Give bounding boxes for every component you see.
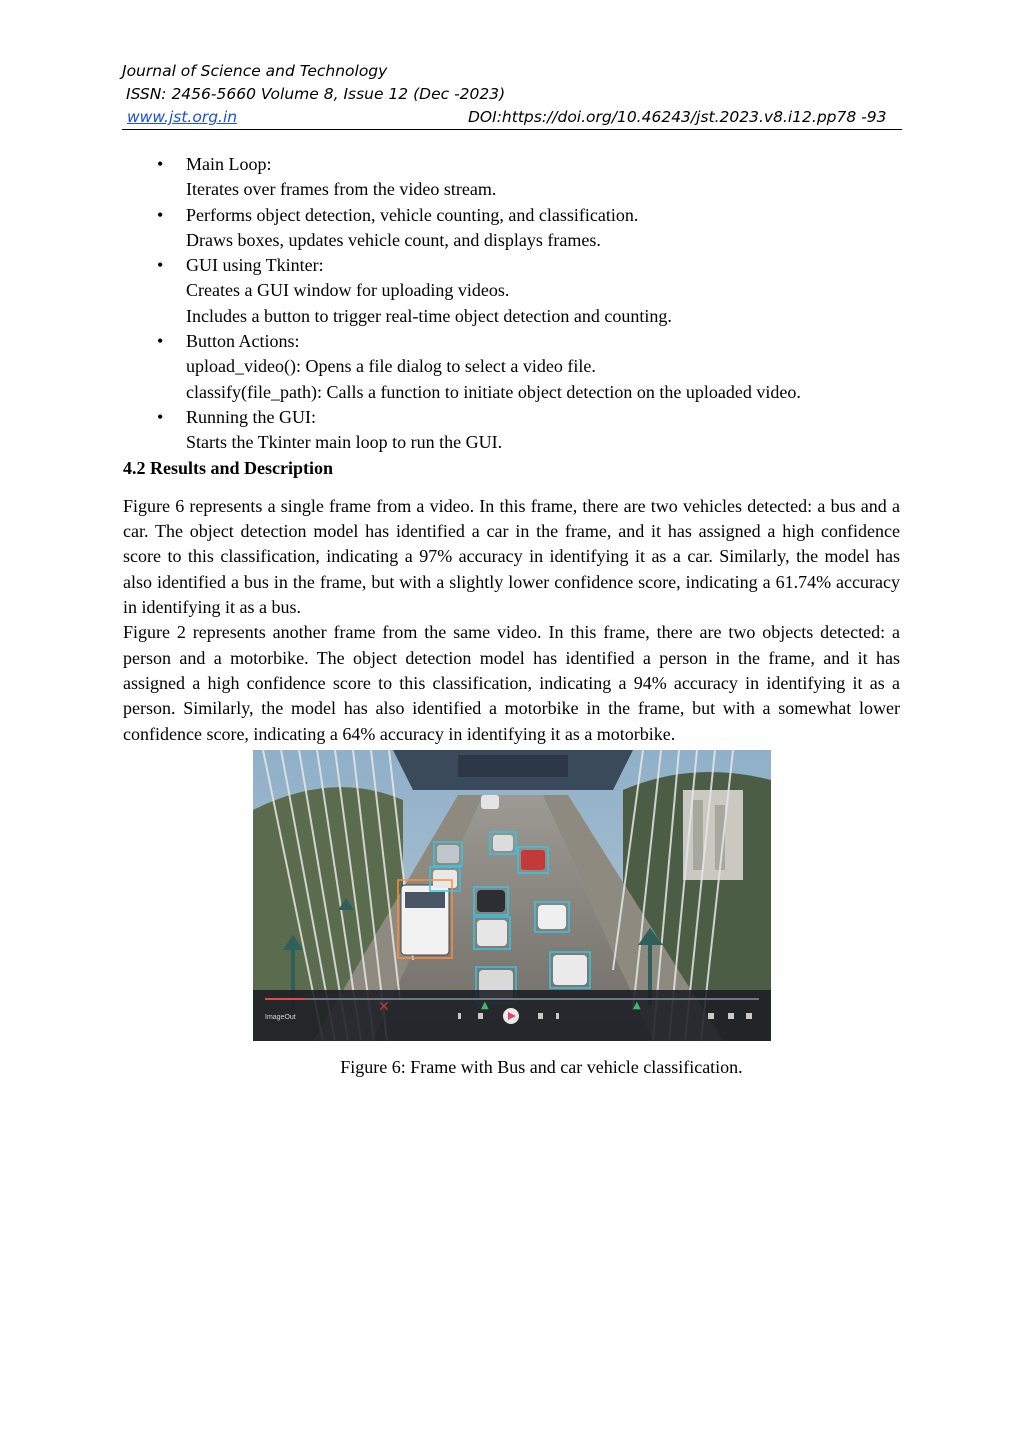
svg-text:▲: ▲: [481, 1000, 489, 1011]
bullet-title: Performs object detection, vehicle counting, and classification.: [186, 204, 639, 225]
bullet-title: Running the GUI:: [186, 406, 316, 427]
doi-text: DOI:https://doi.org/10.46243/jst.2023.v8.i12.pp78 -93: [468, 108, 887, 126]
bullet-icon: •: [157, 204, 164, 225]
bullet-icon: •: [157, 331, 164, 352]
list-item: [123, 253, 900, 329]
header-links: [122, 106, 902, 130]
journal-header: [122, 60, 902, 130]
journal-title: Journal of Science and Technology: [122, 62, 388, 80]
bullet-line: classify(file_path): Calls a function to initiate object detection on the uploaded video.: [186, 381, 801, 402]
bullet-line: Draws boxes, updates vehicle count, and displays frames.: [186, 229, 601, 250]
bullet-line: Includes a button to trigger real-time object detection and counting.: [186, 305, 672, 326]
list-item: [123, 405, 900, 456]
bullet-title: Button Actions:: [186, 331, 300, 352]
bullet-line: Starts the Tkinter main loop to run the GUI.: [186, 432, 503, 453]
list-item: [123, 329, 900, 405]
page-body: [123, 152, 900, 747]
paragraph: Figure 6 represents a single frame from a video. In this frame, there are two vehicles detected: a bus and a car. The object detection model has identified a car in the frame, and it has assigned a high confidence score to this classification, indicating a 97% accuracy in identifying it as a car. Similarly, the model has also identified a bus in the frame, but with a slightly lower confidence score, indicating a 61.74% accuracy in identifying it as a bus.: [123, 495, 900, 618]
bullet-title: GUI using Tkinter:: [186, 255, 324, 276]
figure-image: [253, 750, 771, 1041]
section-heading: 4.2 Results and Description: [123, 457, 334, 478]
issn-line: ISSN: 2456-5660 Volume 8, Issue 12 (Dec -2023): [126, 85, 506, 103]
player-label: ImageOut: [265, 1014, 296, 1021]
list-item: [123, 152, 900, 203]
figure-caption: Figure 6: Frame with Bus and car vehicle classification.: [340, 1057, 743, 1077]
bullet-line: Iterates over frames from the video stream.: [186, 179, 497, 200]
bullet-line: upload_video(): Opens a file dialog to select a video file.: [186, 356, 596, 377]
bridge-traffic-illustration: [253, 750, 771, 1041]
bullet-line: Creates a GUI window for uploading videos.: [186, 280, 510, 301]
list-item: [123, 203, 900, 254]
svg-text:✕: ✕: [378, 999, 390, 1015]
bullet-list: [123, 152, 900, 456]
svg-text:▲: ▲: [633, 1000, 641, 1011]
journal-url-link[interactable]: www.jst.org.in: [127, 108, 238, 126]
bullet-icon: •: [157, 406, 164, 427]
bullet-icon: •: [157, 154, 164, 174]
bullet-title: Main Loop:: [186, 154, 272, 174]
bullet-icon: •: [157, 255, 164, 276]
paragraph: Figure 2 represents another frame from the same video. In this frame, there are two objects detected: a person and a motorbike. The object detection model has identified a person in the frame, and it has assigned a high confidence score to this classification, indicating a 94% accuracy in identifying it as a person. Similarly, the model has also identified a motorbike in the frame, but with a somewhat lower confidence score, indicating a 64% accuracy in identifying it as a motorbike.: [123, 622, 900, 744]
